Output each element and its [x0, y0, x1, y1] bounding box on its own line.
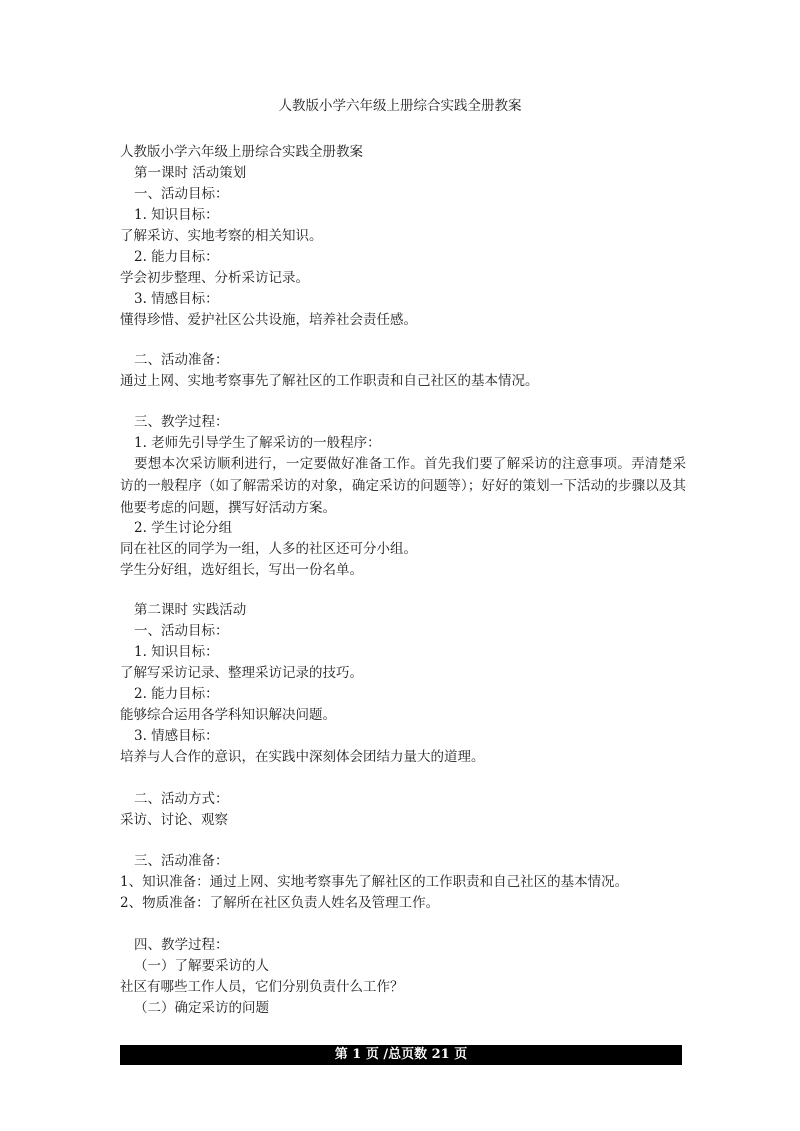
subheading: 1. 知识目标：: [134, 207, 219, 223]
text-line: 通过上网、实地考察事先了解社区的工作职责和自己社区的基本情况。: [120, 373, 539, 389]
subheading: 3. 情感目标：: [134, 291, 219, 307]
section-heading: 一、活动目标：: [134, 623, 229, 639]
section-heading: 二、活动方式：: [134, 791, 229, 807]
text-line: 学会初步整理、分析采访记录。: [120, 270, 309, 286]
page-number-label: 第 1 页 /总页数 21 页: [334, 1047, 468, 1062]
lesson-heading-1: 第一课时 活动策划: [134, 165, 247, 181]
subheading: （一）了解要采访的人: [134, 958, 269, 974]
text-line: 同在社区的同学为一组，人多的社区还可分小组。: [120, 541, 417, 557]
page-footer: [120, 1045, 682, 1065]
subheading: 3. 情感目标：: [134, 728, 219, 744]
subheading: （二）确定采访的问题: [134, 1000, 269, 1016]
lesson-heading-2: 第二课时 实践活动: [134, 602, 247, 618]
text-line: 学生分好组，选好组长，写出一份名单。: [120, 562, 363, 578]
section-heading: 三、活动准备：: [134, 853, 229, 869]
section-heading: 四、教学过程：: [134, 937, 229, 953]
body-heading: 人教版小学六年级上册综合实践全册教案: [120, 144, 363, 160]
subheading: 2. 学生讨论分组: [134, 520, 233, 536]
document-title: 人教版小学六年级上册综合实践全册教案: [278, 98, 522, 114]
text-line: 了解写采访记录、整理采访记录的技巧。: [120, 665, 363, 681]
text-line: 了解采访、实地考察的相关知识。: [120, 228, 323, 244]
subheading: 2. 能力目标：: [134, 686, 219, 702]
text-line: 2、物质准备：了解所在社区负责人姓名及管理工作。: [120, 895, 440, 911]
subheading: 1. 老师先引导学生了解采访的一般程序：: [134, 435, 381, 451]
subheading: 1. 知识目标：: [134, 644, 219, 660]
text-line: 懂得珍惜、爱护社区公共设施，培养社会责任感。: [120, 312, 417, 328]
section-heading: 二、活动准备：: [134, 352, 229, 368]
subheading: 2. 能力目标：: [134, 249, 219, 265]
text-line: 社区有哪些工作人员，它们分别负责什么工作？: [120, 979, 404, 995]
text-line: 能够综合运用各学科知识解决问题。: [120, 707, 336, 723]
text-line: 采访、讨论、观察: [120, 812, 228, 828]
text-line: 培养与人合作的意识，在实践中深刻体会团结力量大的道理。: [120, 749, 485, 765]
section-heading: 三、教学过程：: [134, 414, 229, 430]
section-heading: 一、活动目标：: [134, 186, 229, 202]
paragraph: 要想本次采访顺利进行，一定要做好准备工作。首先我们要了解采访的注意事项。弄清楚采访的一般程序（如了解需采访的对象，确定采访的问题等）；好好的策划一下活动的步骤以及其他要考虑的问题，撰写好活动方案。: [120, 456, 686, 516]
text-line: 1、知识准备：通过上网、实地考察事先了解社区的工作职责和自己社区的基本情况。: [120, 874, 629, 890]
